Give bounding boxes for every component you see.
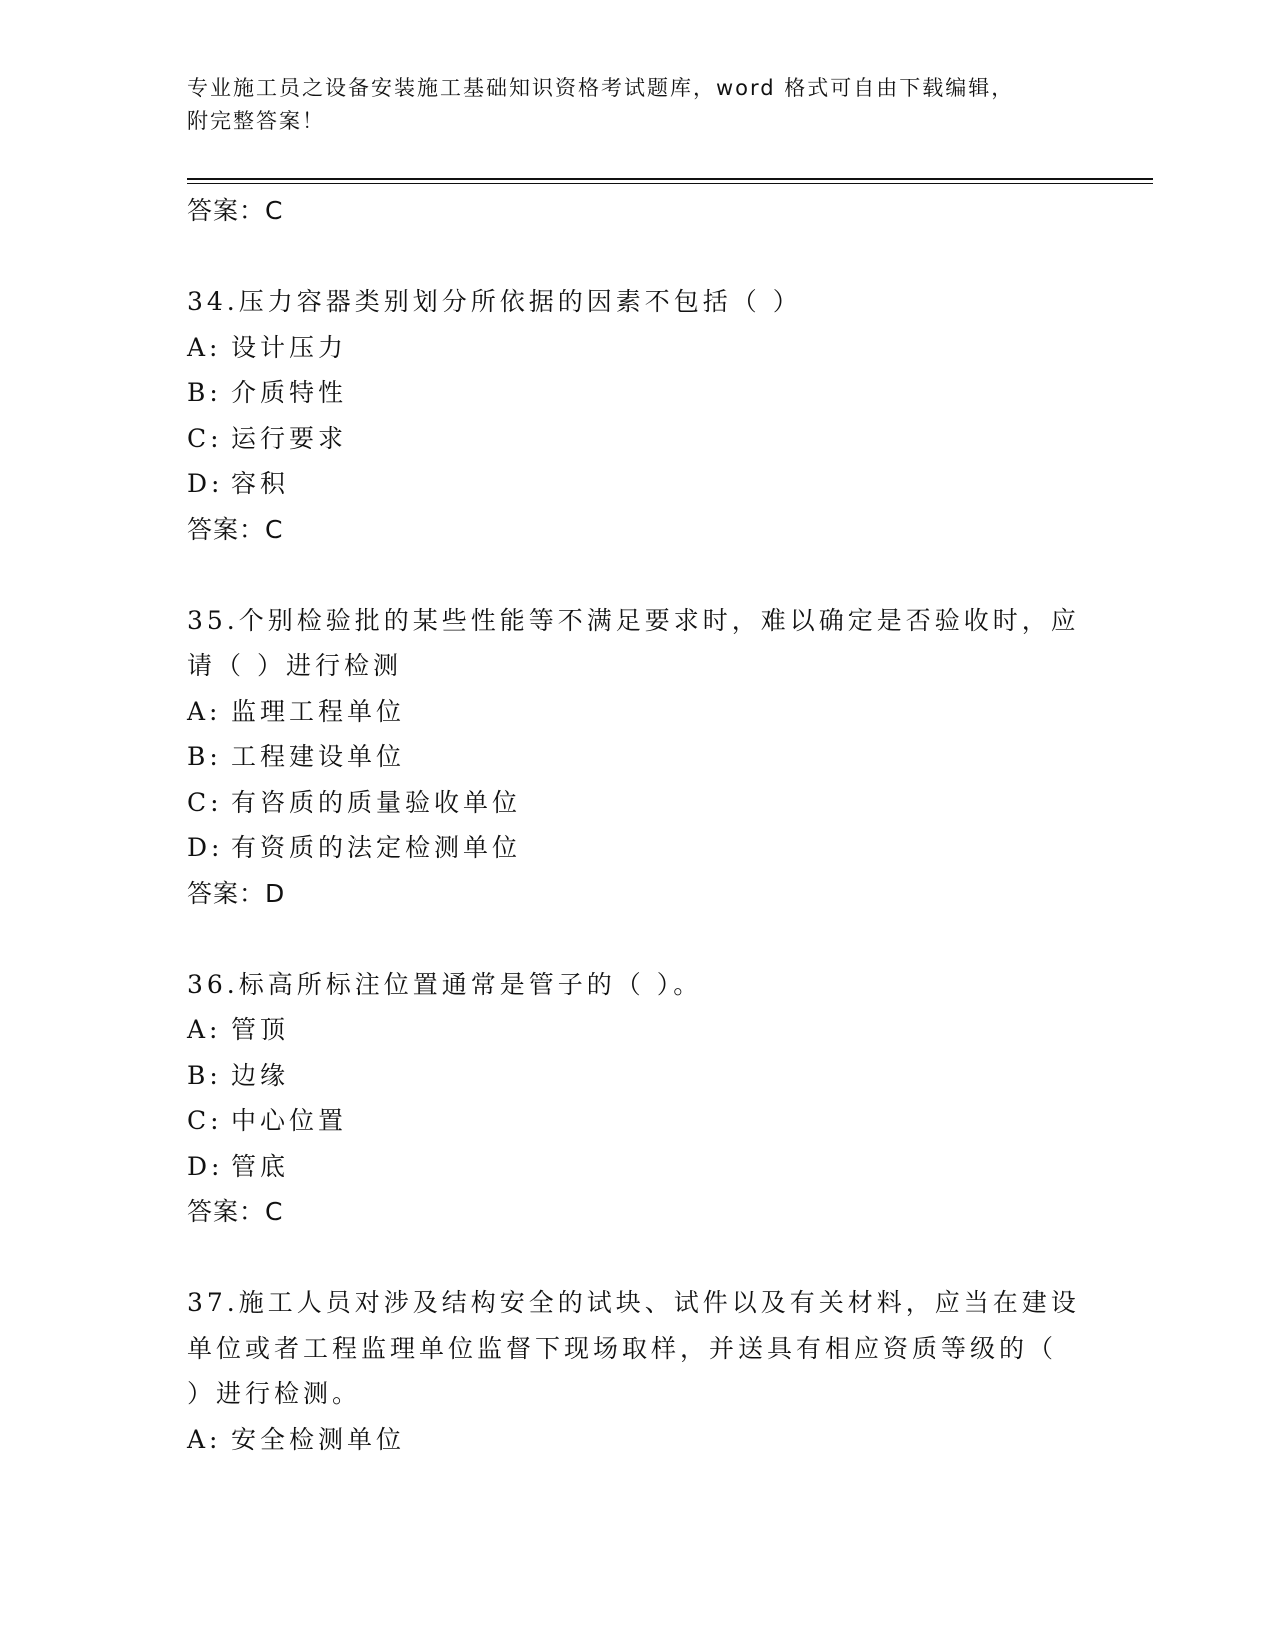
question-text: 单位或者工程监理单位监督下现场取样，并送具有相应资质等级的（ xyxy=(187,1333,1058,1363)
option-text: 有资质的法定检测单位 xyxy=(231,833,522,862)
option-c xyxy=(187,780,1087,826)
option-key: B: xyxy=(187,378,222,407)
option-d xyxy=(187,461,1087,507)
question-text: 34.压力容器类别划分所依据的因素不包括（ ） xyxy=(187,287,802,316)
header-line-1: 专业施工员之设备安装施工基础知识资格考试题库，word 格式可自由下载编辑， xyxy=(187,76,1015,100)
option-text: 有咨质的质量验收单位 xyxy=(231,787,522,817)
option-text: 介质特性 xyxy=(231,378,348,407)
option-text: 管顶 xyxy=(231,1015,290,1044)
option-key: D: xyxy=(187,833,224,862)
option-key: B: xyxy=(187,1060,222,1090)
option-d xyxy=(187,825,1087,871)
option-b xyxy=(187,1053,1087,1099)
option-c xyxy=(187,416,1087,462)
option-d xyxy=(187,1144,1087,1190)
option-b xyxy=(187,370,1087,416)
question-36 xyxy=(187,962,1087,1236)
option-key: D: xyxy=(187,469,224,498)
option-a xyxy=(187,325,1087,371)
spacer xyxy=(187,917,1087,962)
option-b xyxy=(187,734,1087,780)
option-c xyxy=(187,1098,1087,1144)
option-text: 运行要求 xyxy=(231,423,348,453)
option-text: 管底 xyxy=(231,1151,290,1181)
spacer xyxy=(187,234,1087,279)
question-text: 37.施工人员对涉及结构安全的试块、试件以及有关材料，应当在建设 xyxy=(187,1288,1080,1317)
document-header xyxy=(187,72,1087,138)
header-divider-thin xyxy=(187,183,1153,184)
option-key: C: xyxy=(187,1106,223,1135)
option-text: 安全检测单位 xyxy=(231,1424,406,1454)
option-key: B: xyxy=(187,742,222,771)
question-list xyxy=(187,188,1087,1462)
option-text: 容积 xyxy=(231,469,290,498)
question-text: 35.个别检验批的某些性能等不满足要求时，难以确定是否验收时，应 xyxy=(187,605,1080,635)
option-text: 边缘 xyxy=(231,1060,290,1090)
header-divider-thick xyxy=(187,178,1153,180)
question-37 xyxy=(187,1280,1087,1462)
option-key: D: xyxy=(187,1151,224,1181)
question-34 xyxy=(187,279,1087,553)
spacer xyxy=(187,1235,1087,1280)
option-text: 工程建设单位 xyxy=(231,742,406,771)
answer-line: 答案：C xyxy=(187,1197,284,1226)
option-key: C: xyxy=(187,787,223,817)
option-key: A: xyxy=(187,1424,222,1454)
option-key: C: xyxy=(187,423,223,453)
question-35 xyxy=(187,598,1087,917)
option-text: 中心位置 xyxy=(231,1106,348,1135)
option-text: 设计压力 xyxy=(231,332,348,362)
option-text: 监理工程单位 xyxy=(231,696,406,726)
answer-line: 答案：D xyxy=(187,878,286,908)
question-text: 请（ ）进行检测 xyxy=(187,651,402,680)
option-a xyxy=(187,689,1087,735)
answer-line: 答案：C xyxy=(187,196,284,225)
header-line-2: 附完整答案！ xyxy=(187,109,325,133)
option-key: A: xyxy=(187,332,222,362)
question-text: ）进行检测。 xyxy=(187,1379,362,1408)
option-a xyxy=(187,1417,1087,1463)
question-text: 36.标高所标注位置通常是管子的（ ）。 xyxy=(187,969,703,999)
spacer xyxy=(187,553,1087,598)
document-page xyxy=(187,0,1147,1650)
option-a xyxy=(187,1007,1087,1053)
option-key: A: xyxy=(187,1015,222,1044)
option-key: A: xyxy=(187,696,222,726)
answer-line: 答案：C xyxy=(187,514,284,544)
